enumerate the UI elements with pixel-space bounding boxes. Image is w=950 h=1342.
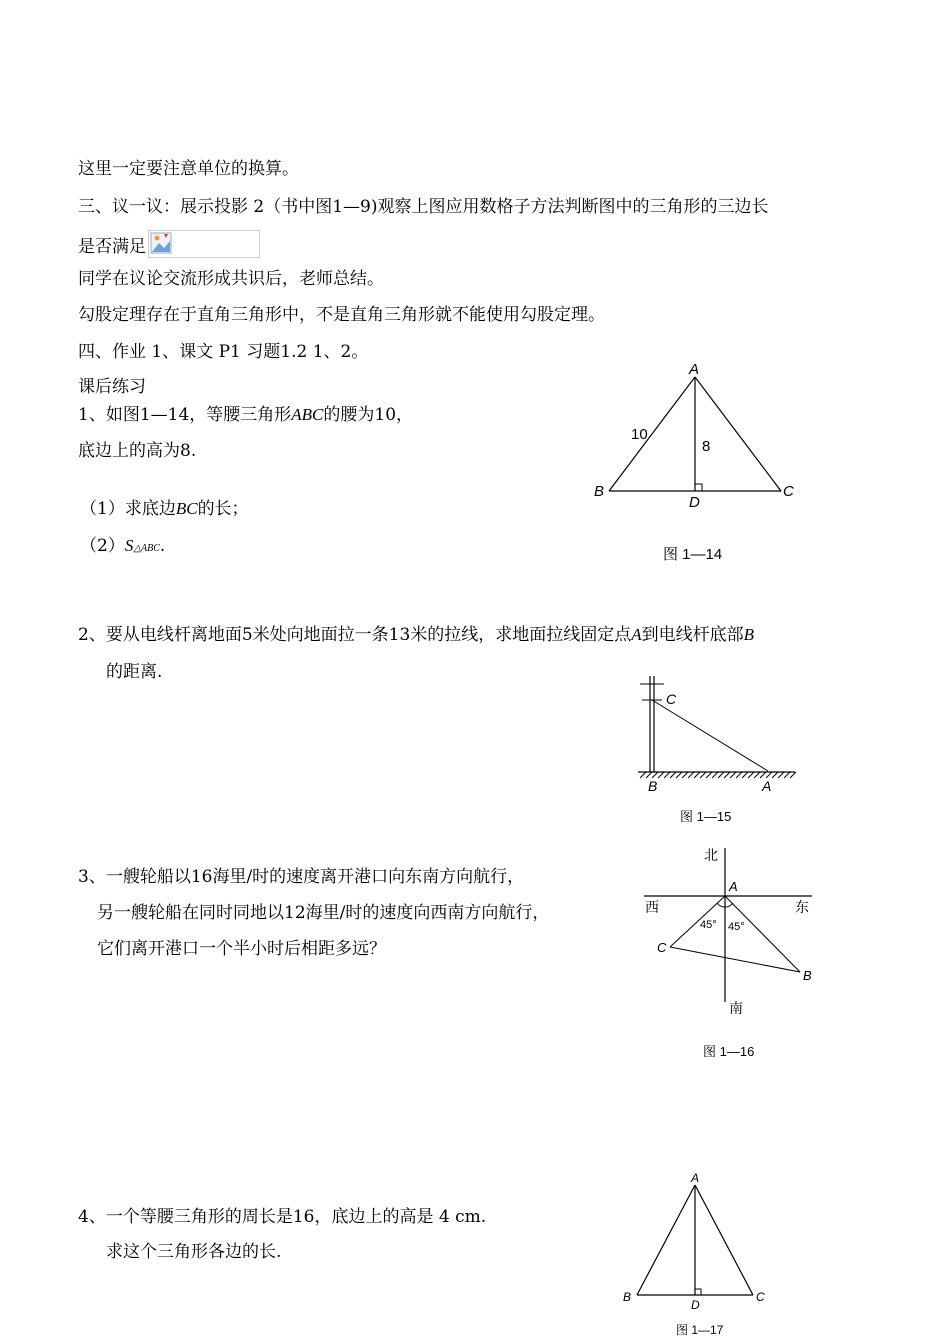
practice-heading: 课后练习 bbox=[78, 377, 146, 397]
fig14-right-angle-mark bbox=[695, 484, 702, 491]
fig14-label-b: B bbox=[594, 483, 605, 500]
q2-line-1-mid: 到电线杆底部 bbox=[641, 625, 744, 645]
fig17-caption: 图 1—17 bbox=[676, 1323, 724, 1337]
discussion-line-1: 三、议一议：展示投影 2（书中图1—9)观察上图应用数格子方法判断图中的三角形的三边长 bbox=[78, 197, 769, 217]
discussion-line-2-text: 是否满足 bbox=[78, 237, 146, 257]
fig17-side-ac bbox=[695, 1185, 753, 1295]
q1-var-bc: BC bbox=[175, 499, 198, 518]
fig16-line-ab bbox=[725, 896, 800, 972]
fig14-side-ab bbox=[609, 377, 695, 491]
figure-1-14 bbox=[585, 355, 815, 515]
q1-line-1-pre: 1、如图1—14，等腰三角形 bbox=[78, 405, 292, 425]
discussion-line-2 bbox=[78, 230, 260, 258]
unit-conversion-note: 这里一定要注意单位的换算。 bbox=[78, 159, 299, 179]
q1-sub1-pre: （1）求底边 bbox=[80, 499, 176, 519]
fig16-label-a: A bbox=[729, 879, 738, 894]
q1-sub2-pre: （2） bbox=[80, 536, 125, 556]
broken-image-icon bbox=[148, 230, 260, 258]
q2-line-2: 的距离. bbox=[106, 662, 163, 682]
q1-subquestion-1 bbox=[80, 498, 249, 520]
q1-var-s: S bbox=[124, 536, 134, 555]
q3-line-2: 另一艘轮船在同时同地以12海里/时的速度向西南方向航行， bbox=[97, 903, 550, 923]
fig14-label-a: A bbox=[689, 361, 700, 378]
fig17-right-angle-mark bbox=[695, 1289, 701, 1295]
q2-var-a: A bbox=[631, 625, 642, 644]
fig16-line-cb bbox=[670, 947, 800, 972]
figure-1-16 bbox=[640, 840, 825, 1020]
fig15-label-c: C bbox=[666, 691, 677, 707]
q2-line-1 bbox=[78, 624, 754, 646]
fig14-height-label: 8 bbox=[702, 438, 711, 455]
fig14-side-ac bbox=[695, 377, 781, 491]
q1-subquestion-2 bbox=[80, 535, 165, 560]
q1-line-1 bbox=[78, 404, 413, 426]
q1-var-abc: ABC bbox=[291, 405, 324, 424]
fig16-angle-right: 45° bbox=[728, 921, 745, 933]
fig17-side-ab bbox=[637, 1185, 695, 1295]
fig16-label-c: C bbox=[657, 940, 667, 955]
fig15-label-b: B bbox=[648, 778, 658, 794]
fig17-label-d: D bbox=[691, 1298, 700, 1312]
fig17-label-c: C bbox=[756, 1290, 765, 1304]
fig16-east: 东 bbox=[795, 899, 809, 915]
fig16-angle-left: 45° bbox=[700, 919, 717, 931]
fig17-label-a: A bbox=[691, 1171, 700, 1185]
fig16-north: 北 bbox=[704, 847, 718, 863]
fig14-label-d: D bbox=[689, 494, 700, 511]
summary-line: 同学在议论交流形成共识后，老师总结。 bbox=[78, 269, 384, 289]
fig17-label-b: B bbox=[623, 1290, 632, 1304]
q1-var-s-subscript: △ABC bbox=[133, 543, 160, 554]
fig15-ground-hatch bbox=[640, 772, 796, 778]
homework-line: 四、作业 1、课文 P1 习题1.2 1、2。 bbox=[78, 342, 369, 362]
q3-line-3: 它们离开港口一个半小时后相距多远？ bbox=[97, 939, 386, 959]
fig15-guy-wire bbox=[652, 700, 768, 771]
q1-sub2-post: . bbox=[159, 536, 166, 556]
fig16-line-ac bbox=[670, 896, 725, 947]
fig16-west: 西 bbox=[645, 899, 659, 915]
q1-sub1-post: 的长； bbox=[197, 499, 249, 519]
fig14-caption: 图 1—14 bbox=[663, 546, 723, 563]
fig14-label-c: C bbox=[783, 483, 794, 500]
q4-line-2: 求这个三角形各边的长. bbox=[106, 1242, 282, 1262]
figure-1-15 bbox=[630, 668, 800, 798]
fig15-caption: 图 1—15 bbox=[680, 809, 732, 824]
q2-line-1-pre: 2、要从电线杆离地面5米处向地面拉一条13米的拉线，求地面拉线固定点 bbox=[78, 625, 632, 645]
fig16-caption: 图 1—16 bbox=[703, 1044, 755, 1059]
q3-line-1: 3、一艘轮船以16海里/时的速度离开港口向东南方向航行， bbox=[78, 867, 525, 887]
fig14-side-label: 10 bbox=[631, 426, 648, 443]
fig16-label-b: B bbox=[803, 968, 812, 983]
q4-line-1: 4、一个等腰三角形的周长是16，底边上的高是 4 cm. bbox=[78, 1207, 487, 1227]
q2-var-b: B bbox=[743, 625, 755, 644]
fig15-label-a: A bbox=[762, 778, 772, 794]
theorem-line: 勾股定理存在于直角三角形中，不是直角三角形就不能使用勾股定理。 bbox=[78, 305, 605, 325]
q1-line-2: 底边上的高为8. bbox=[78, 441, 197, 461]
q1-line-1-post: 的腰为10， bbox=[323, 405, 414, 425]
figure-1-17 bbox=[615, 1170, 775, 1315]
fig16-south: 南 bbox=[729, 1000, 743, 1016]
